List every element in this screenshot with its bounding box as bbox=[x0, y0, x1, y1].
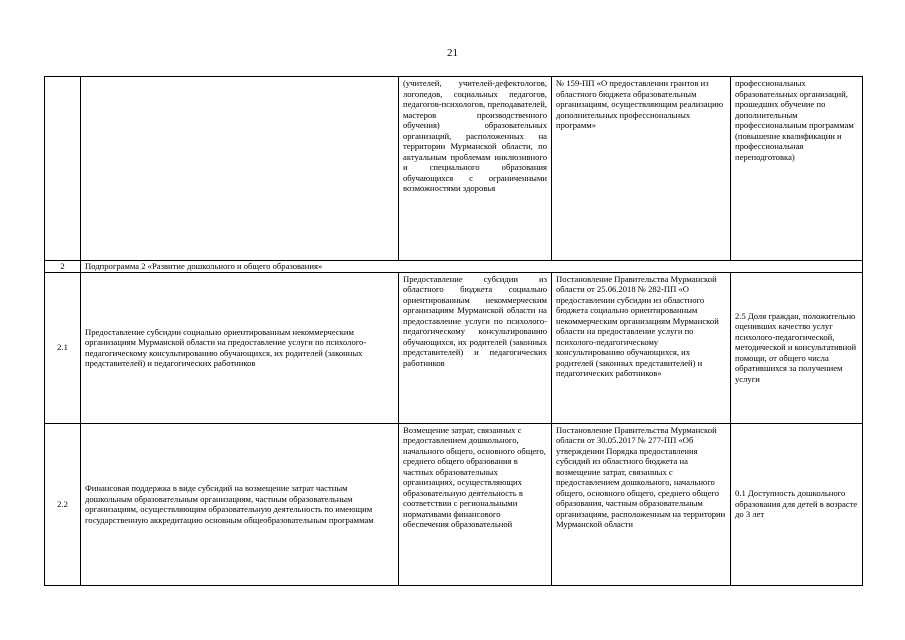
row-number-cell: 2 bbox=[45, 261, 81, 273]
indicator-cell: 0.1 Доступность дошкольного образования для детей в возрасте до 3 лет bbox=[731, 423, 863, 585]
measure-cell: Предоставление субсидии из областного бюджета социально ориентированным некоммерческим организациям Мурманской области на предоставление услуги по психолого-педагогическому консультированию обучающихся, их родителей (законных представителей) и педагогических работников bbox=[399, 272, 552, 423]
table-row bbox=[45, 77, 863, 261]
table-row bbox=[45, 272, 863, 423]
row-number-cell: 2.1 bbox=[45, 272, 81, 423]
measure-cell: (учителей, учителей-дефектологов, логопедов, социальных педагогов, педагогов-психологов, преподавателей, мастеров производственного обучения) образовательных организаций, расположенных на территории Мурманской области, по актуальным проблемам инклюзивного и специального образования обучающихся с ограниченными возможностями здоровья bbox=[399, 77, 552, 261]
event-cell: Финансовая поддержка в виде субсидий на возмещение затрат частным дошкольным образовательным организациям, частным образовательным организациям, осуществляющим образовательную деятельность по имеющим государственную аккредитацию основным общеобразовательным программам bbox=[81, 423, 399, 585]
section-title: Подпрограмма 2 «Развитие дошкольного и общего образования» bbox=[81, 261, 863, 273]
page-number: 21 bbox=[447, 47, 458, 59]
row-number-cell bbox=[45, 77, 81, 261]
document-cell: Постановление Правительства Мурманской области от 30.05.2017 № 277-ПП «Об утверждении Порядка предоставления субсидий из областного бюджета на возмещение затрат, связанных с предоставлением дошкольного, начального общего, основного общего, среднего общего образования, частным образовательным организациям, расположенным на территории Мурманской области bbox=[552, 423, 731, 585]
table-row bbox=[45, 423, 863, 585]
program-table bbox=[44, 76, 863, 586]
indicator-cell: профессиональных образовательных организаций, прошедших обучение по дополнительным профессиональным программам (повышение квалификации и профессиональная переподготовка) bbox=[731, 77, 863, 261]
measure-cell: Возмещение затрат, связанных с предоставлением дошкольного, начального общего, основного общего, среднего общего образования в частных образовательных организациях, осуществляющих образовательную деятельность в соответствии с региональными нормативами финансового обеспечения образовательной bbox=[399, 423, 552, 585]
row-number-cell: 2.2 bbox=[45, 423, 81, 585]
event-cell bbox=[81, 77, 399, 261]
section-row bbox=[45, 261, 863, 273]
event-cell: Предоставление субсидии социально ориентированным некоммерческим организациям Мурманской области на предоставление услуги по психолого-педагогическому консультированию обучающихся, их родителей (законных представителей) и педагогических работников bbox=[81, 272, 399, 423]
document-cell: Постановление Правительства Мурманской области от 25.06.2018 № 282-ПП «О предоставлении субсидии из областного бюджета социально ориентированным некоммерческим организациям Мурманской области на предоставление услуги по психолого-педагогическому консультированию обучающихся, их родителей (законных представителей) и педагогических работников» bbox=[552, 272, 731, 423]
indicator-cell: 2.5 Доля граждан, положительно оценивших качество услуг психолого-педагогической, методической и консультативной помощи, от общего числа обратившихся за получением услуги bbox=[731, 272, 863, 423]
document-cell: № 159-ПП «О предоставлении грантов из областного бюджета образовательным организациям, осуществляющим реализацию дополнительных профессиональных программ» bbox=[552, 77, 731, 261]
